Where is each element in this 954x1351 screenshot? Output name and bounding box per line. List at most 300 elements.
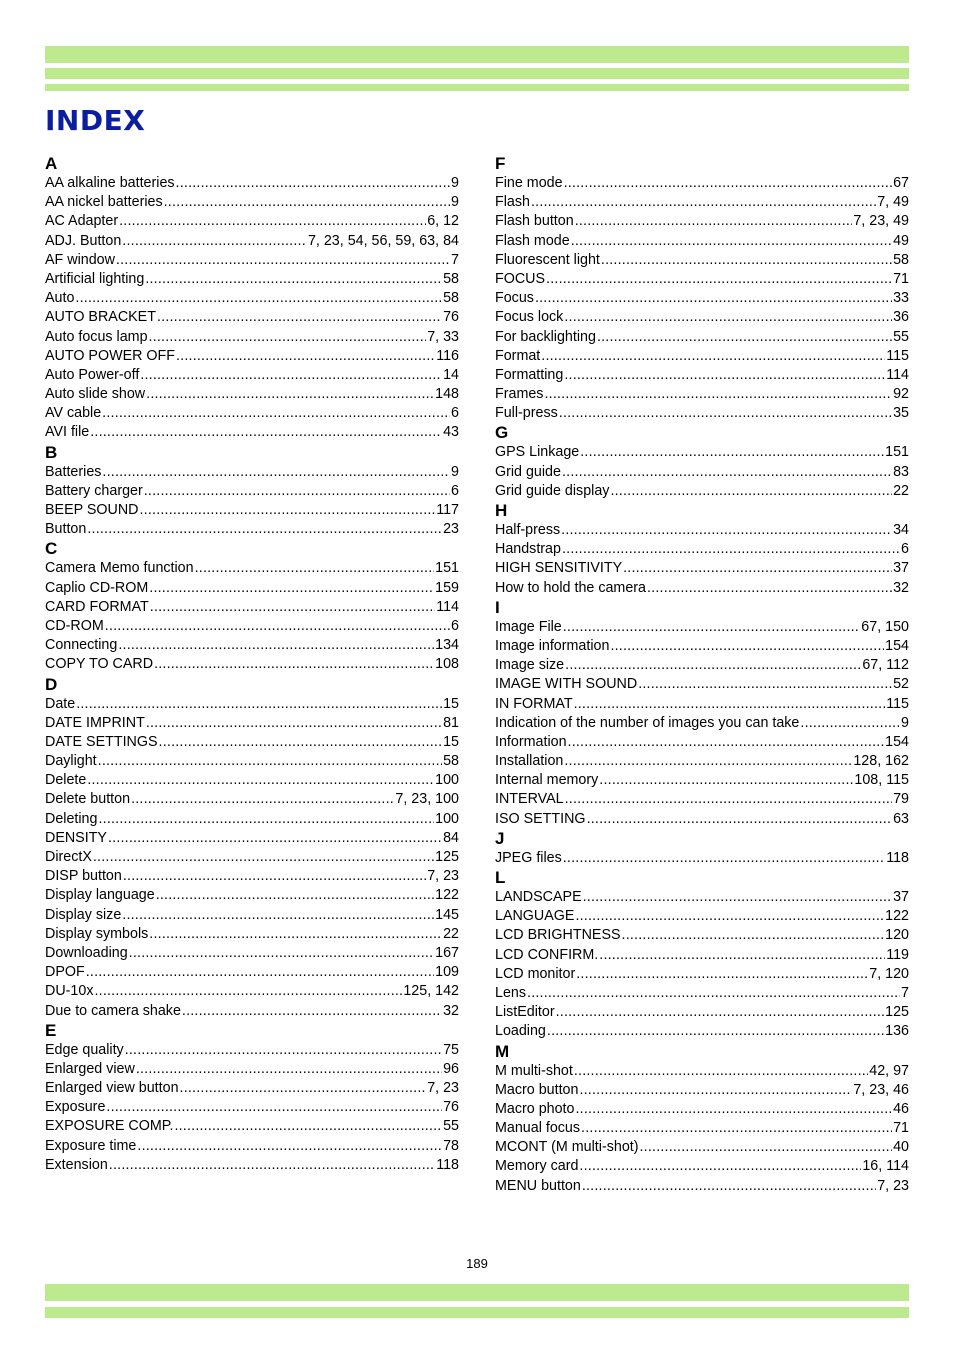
index-entry [495,714,909,733]
index-pages: 128, 162 [853,753,909,770]
index-pages: 9 [451,194,459,211]
index-entry [45,963,459,982]
dot-leader [102,404,450,423]
index-pages: 78 [443,1137,459,1154]
index-term: Display language [45,887,155,904]
index-pages: 108 [435,656,459,673]
index-term: JPEG files [495,849,562,866]
index-term: DENSITY [45,829,107,846]
index-column-left [45,154,459,1175]
index-entry [495,618,909,637]
index-pages: 7 [451,251,459,268]
dot-leader [149,579,434,598]
index-term: Batteries [45,463,102,480]
index-column-right [495,154,909,1196]
index-term: Internal memory [495,772,599,789]
index-term: LCD monitor [495,965,576,982]
index-term: AVI file [45,424,90,441]
index-term: Fine mode [495,175,563,191]
index-term: Deleting [45,810,98,827]
index-pages: 16, 114 [862,1158,909,1175]
index-entry [495,404,909,423]
dot-leader [149,925,442,944]
index-pages: 115 [886,695,909,712]
dot-leader [563,849,885,868]
index-letter-heading: C [45,539,58,559]
index-term: Macro photo [495,1100,575,1117]
dot-leader [136,1060,442,1079]
index-pages: 71 [893,1120,909,1137]
index-term: Information [495,733,567,750]
index-pages: 14 [443,366,459,383]
dot-leader [182,1002,442,1021]
index-pages: 136 [885,1023,909,1040]
dot-leader [140,501,436,520]
dot-leader [195,559,435,578]
dot-leader [122,906,434,925]
index-entry [495,308,909,327]
index-term: Image size [495,657,565,674]
index-entry [45,733,459,752]
index-entry [495,1081,909,1100]
index-term: Lens [495,984,527,1001]
index-entry [45,328,459,347]
index-term: Button [45,521,87,538]
index-term: Caplio CD-ROM [45,579,149,596]
dot-leader [565,656,861,675]
index-pages: 96 [443,1060,459,1077]
index-entry [495,463,909,482]
dot-leader [94,982,402,1001]
index-pages: 49 [893,232,909,249]
index-entry [45,193,459,212]
dot-leader [86,963,434,982]
dot-leader [623,559,892,578]
index-letter-heading: L [495,868,506,887]
index-pages: 52 [893,676,909,693]
index-term: ISO SETTING [495,810,586,827]
index-entry [495,366,909,385]
index-term: DU-10x [45,983,94,1000]
dot-leader [564,366,885,385]
index-term: For backlighting [495,328,596,345]
index-entry [45,501,459,520]
index-term: FOCUS [495,270,546,287]
index-pages: 148 [435,386,459,403]
index-term: Frames [495,386,544,403]
dot-leader [157,308,442,327]
dot-leader [131,790,394,809]
index-term: Flash [495,194,530,211]
index-pages: 116 [436,347,459,364]
index-entry [495,347,909,366]
index-pages: 63 [893,810,909,827]
index-term: Focus [495,290,534,307]
index-entry [45,289,459,308]
index-pages: 9 [451,175,459,191]
dot-leader [581,1119,892,1138]
index-entry [495,251,909,270]
index-term: Auto Power-off [45,366,140,383]
index-term: LANGUAGE [495,908,575,925]
dot-leader [123,867,426,886]
dot-leader [176,174,451,193]
index-term: CD-ROM [45,617,104,634]
index-pages: 7, 120 [869,965,909,982]
index-entry [45,695,459,714]
index-term: Due to camera shake [45,1002,181,1019]
index-pages: 117 [436,502,459,518]
index-pages: 167 [435,944,459,961]
index-term: Daylight [45,753,97,770]
dot-leader [176,347,435,366]
dot-leader [574,1062,868,1081]
index-entry [495,752,909,771]
index-letter-heading: E [45,1020,57,1040]
index-term: Connecting [45,637,118,654]
index-term: HIGH SENSITIVITY [495,560,623,577]
index-term: Downloading [45,944,128,961]
index-entry [45,982,459,1001]
dot-leader [597,328,892,347]
index-term: Edge quality [45,1041,124,1058]
index-term: Grid guide display [495,482,610,499]
dot-leader [154,655,434,674]
index-term: Indication of the number of images you can take [495,714,800,731]
index-pages: 7, 49 [877,194,909,211]
index-pages: 32 [893,579,909,596]
dot-leader [109,1156,435,1175]
index-pages: 15 [443,733,459,750]
index-entry [45,752,459,771]
dot-leader [599,946,885,965]
index-entry [45,598,459,617]
index-pages: 58 [893,251,909,268]
index-entry [495,984,909,1003]
index-pages: 7, 23, 46 [853,1081,909,1098]
dot-leader [565,790,892,809]
index-entry [45,714,459,733]
dot-leader [599,771,853,790]
index-entry [495,675,909,694]
index-letter-heading: I [495,597,500,617]
dot-leader [108,829,442,848]
index-term: Format [495,347,541,364]
dot-leader [564,752,852,771]
dot-leader [87,520,442,539]
dot-leader [574,695,886,714]
dot-leader [119,212,426,231]
index-term: Artificial lighting [45,270,145,287]
footer-band [45,1307,909,1318]
index-pages: 84 [443,829,459,846]
dot-leader [575,907,884,926]
index-entry [45,463,459,482]
index-term: LCD BRIGHTNESS [495,927,621,944]
index-entry [495,907,909,926]
header-band [45,68,909,79]
index-entry [495,328,909,347]
index-pages: 114 [436,598,459,615]
dot-leader [561,521,892,540]
index-term: Exposure time [45,1137,137,1154]
index-pages: 67, 112 [862,657,909,674]
index-entry [495,1138,909,1157]
index-pages: 6 [901,541,909,558]
index-entry [495,1062,909,1081]
index-letter-heading: F [495,154,506,173]
dot-leader [93,848,434,867]
index-entry [45,174,459,193]
header-band [45,46,909,63]
dot-leader [116,251,450,270]
index-term: GPS Linkage [495,444,580,461]
index-pages: 159 [435,579,459,596]
index-pages: 7, 23 [877,1177,909,1194]
index-entry [45,579,459,598]
dot-leader [122,232,307,251]
index-term: Handstrap [495,541,561,558]
dot-leader [546,270,892,289]
dot-leader [610,482,892,501]
index-term: IMAGE WITH SOUND [495,676,638,693]
dot-leader [622,926,885,945]
index-term: Auto [45,290,75,307]
index-term: Flash mode [495,232,570,249]
dot-leader [562,463,892,482]
index-pages: 7, 33 [427,328,459,345]
index-pages: 154 [885,637,909,654]
index-entry [495,946,909,965]
index-pages: 114 [886,366,909,383]
dot-leader [564,174,893,193]
index-entry [45,1060,459,1079]
index-pages: 100 [435,772,459,789]
index-entry [495,695,909,714]
index-entry [45,1137,459,1156]
index-pages: 75 [443,1041,459,1058]
dot-leader [547,1022,884,1041]
index-entry [45,308,459,327]
index-term: Half-press [495,522,561,538]
index-pages: 7, 23 [427,1080,459,1097]
index-entry [45,1002,459,1021]
index-term: DirectX [45,849,92,865]
index-entry [495,733,909,752]
index-term: CARD FORMAT [45,598,149,615]
dot-leader [140,366,442,385]
index-term: DISP button [45,868,122,885]
dot-leader [579,1081,852,1100]
index-entry [45,232,459,251]
index-pages: 79 [893,791,909,808]
index-letter-heading: H [495,501,508,520]
index-entry [495,849,909,868]
index-pages: 7 [901,984,909,1001]
index-letter-heading: D [45,674,58,694]
index-pages: 92 [893,386,909,403]
index-pages: 37 [893,560,909,577]
index-pages: 6 [451,617,459,634]
index-pages: 46 [893,1100,909,1117]
index-pages: 81 [443,714,459,731]
dot-leader [98,752,442,771]
dot-leader [129,944,434,963]
dot-leader [146,714,442,733]
dot-leader [647,579,892,598]
index-entry [45,366,459,385]
index-letter-heading: G [495,423,509,443]
index-entry [45,482,459,501]
index-pages: 151 [435,560,459,577]
dot-leader [76,695,442,714]
index-pages: 6, 12 [427,213,459,230]
index-term: AV cable [45,405,102,422]
index-term: Fluorescent light [495,251,600,268]
index-entry [45,829,459,848]
index-entry [495,1157,909,1176]
dot-leader [580,443,884,462]
index-entry [45,944,459,963]
index-term: Image File [495,618,562,635]
index-entry [45,347,459,366]
dot-leader [587,810,893,829]
index-entry [495,270,909,289]
index-pages: 37 [893,889,909,905]
index-pages: 122 [885,908,909,925]
index-pages: 58 [443,290,459,307]
index-term: Delete button [45,791,131,808]
index-pages: 154 [885,733,909,750]
index-term: Exposure [45,1099,106,1116]
index-pages: 34 [893,522,909,538]
index-entry [45,617,459,636]
index-entry [495,232,909,251]
index-pages: 67, 150 [861,618,909,635]
dot-leader [106,1098,442,1117]
index-entry [45,848,459,867]
dot-leader [145,270,442,289]
index-entry [495,965,909,984]
index-pages: 83 [893,463,909,480]
index-entry [45,1079,459,1098]
index-pages: 7, 23, 49 [853,213,909,230]
dot-leader [87,771,434,790]
index-term: INTERVAL [495,791,564,808]
dot-leader [144,482,450,501]
index-pages: 76 [443,309,459,326]
index-term: AUTO BRACKET [45,309,156,326]
dot-leader [102,463,450,482]
index-entry [45,636,459,655]
dot-leader [174,1117,442,1136]
index-entry [495,482,909,501]
dot-leader [562,540,900,559]
index-entry [495,888,909,907]
index-pages: 151 [885,444,909,461]
index-entry [45,906,459,925]
index-term: Flash button [495,213,574,230]
index-entry [45,251,459,270]
dot-leader [559,404,892,423]
index-term: Enlarged view [45,1060,135,1077]
index-term: Delete [45,772,87,789]
dot-leader [535,289,892,308]
index-entry [45,270,459,289]
index-term: ADJ. Button [45,232,122,249]
index-term: AA alkaline batteries [45,175,175,191]
index-letter-heading: J [495,828,505,848]
index-entry [495,810,909,829]
index-pages: 22 [893,482,909,499]
page-number: 189 [466,1256,488,1271]
index-term: Image information [495,637,610,654]
index-term: Manual focus [495,1120,581,1137]
index-entry [495,1100,909,1119]
index-pages: 33 [893,290,909,307]
index-term: Formatting [495,366,564,383]
index-term: Battery charger [45,482,143,499]
index-entry [45,655,459,674]
index-term: AUTO POWER OFF [45,347,175,364]
index-pages: 15 [443,695,459,712]
dot-leader [75,289,442,308]
index-term: Auto focus lamp [45,328,148,345]
index-pages: 7, 23, 54, 56, 59, 63, 84 [307,232,459,249]
index-pages: 23 [443,521,459,538]
index-letter-heading: B [45,442,58,462]
index-term: DATE IMPRINT [45,714,145,731]
index-entry [45,1041,459,1060]
index-term: Enlarged view button [45,1080,179,1097]
index-term: Date [45,695,76,712]
index-pages: 71 [893,270,909,287]
index-term: COPY TO CARD [45,656,154,673]
index-pages: 134 [435,637,459,654]
index-entry [495,174,909,193]
index-term: Macro button [495,1081,579,1098]
index-letter-heading: A [45,154,58,173]
dot-leader [568,733,885,752]
index-entry [45,925,459,944]
dot-leader [541,347,885,366]
index-entry [495,212,909,231]
index-pages: 76 [443,1099,459,1116]
index-pages: 119 [886,946,909,963]
index-term: Display symbols [45,925,149,942]
index-term: Full-press [495,405,558,422]
index-pages: 125 [435,849,459,865]
dot-leader [571,232,892,251]
index-pages: 115 [886,347,909,364]
dot-leader [640,1138,893,1157]
index-entry [495,656,909,675]
index-pages: 36 [893,309,909,326]
dot-leader [105,617,450,636]
dot-leader [149,328,427,347]
index-entry [45,404,459,423]
index-entry [45,385,459,404]
dot-leader [531,193,876,212]
index-term: DPOF [45,964,85,981]
index-term: How to hold the camera [495,579,646,596]
dot-leader [564,308,892,327]
index-term: AC Adapter [45,213,119,230]
index-pages: 43 [443,424,459,441]
index-entry [495,385,909,404]
header-band [45,84,909,91]
index-pages: 109 [435,964,459,981]
